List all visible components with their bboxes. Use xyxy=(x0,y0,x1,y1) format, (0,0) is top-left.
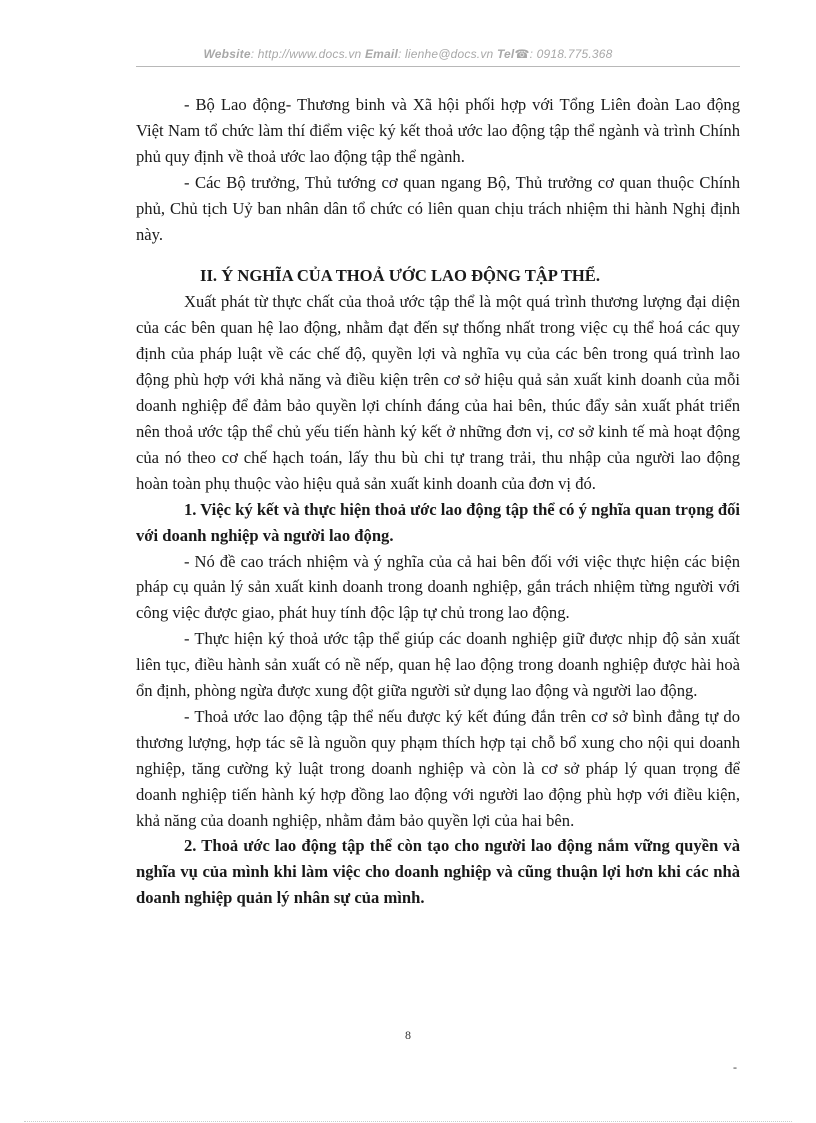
header-divider xyxy=(136,66,740,67)
page-header xyxy=(0,47,816,61)
corner-mark: - xyxy=(733,1060,737,1074)
tel-value: ☎: 0918.775.368 xyxy=(514,47,613,61)
subheading-1: 1. Việc ký kết và thực hiện thoả ước lao động tập thể có ý nghĩa quan trọng đối với doanh nghiệp và người lao động. xyxy=(136,499,741,545)
email-value: : lienhe@docs.vn xyxy=(397,47,494,61)
point-production-rhythm: - Thực hiện ký thoả ước tập thể giúp các doanh nghiệp giữ được nhịp độ sản xuất liên tục, điều hành sản xuất có nề nếp, quan hệ lao động trong doanh nghiệp được hài hoà ổn định, phòng ngừa được xung đột giữa người sử dụng lao động và người lao động. xyxy=(136,629,740,701)
point-responsibility: - Nó đề cao trách nhiệm và ý nghĩa của cả hai bên đối với việc thực hiện các biện pháp cụ quản lý sản xuất kinh doanh trong doanh nghiệp, gắn trách nhiệm từng người với công việc được giao, phát huy tính độc lập tự chủ trong lao động. xyxy=(136,551,740,623)
intro-paragraph: Xuất phát từ thực chất của thoả ước tập thể là một quá trình thương lượng đại diện của các bên quan hệ lao động, nhằm đạt đến sự thống nhất trong việc cụ thể hoá các quy định của pháp luật về các chế độ, quyền lợi và nghĩa vụ của các bên trong quá trình lao động phù hợp với khả năng và điều kiện trên cơ sở hiệu quả sản xuất kinh doanh của mỗi doanh nghiệp để đảm bảo quyền lợi chính đáng của hai bên, thúc đẩy sản xuất phát triển nên thoả ước tập thể chủ yếu tiến hành ký kết ở những đơn vị, cơ sở kinh tế mà hoạt động của nó theo cơ chế hạch toán, lấy thu bù chi tự trang trải, thu nhập của người lao động hoàn toàn phụ thuộc vào hiệu quả sản xuất kinh doanh của đơn vị đó. xyxy=(136,292,740,493)
document-body xyxy=(136,92,740,911)
tel-label: Tel xyxy=(496,47,515,61)
section-heading: II. Ý NGHĨA CỦA THOẢ ƯỚC LAO ĐỘNG TẬP THỂ. xyxy=(200,266,601,286)
paragraph-ministers: - Các Bộ trưởng, Thủ tướng cơ quan ngang Bộ, Thủ trưởng cơ quan thuộc Chính phủ, Chủ tịch Uỷ ban nhân dân tổ chức có liên quan chịu trách nhiệm thi hành Nghị định này. xyxy=(136,172,740,244)
bottom-divider xyxy=(24,1121,792,1122)
point-legal-basis: - Thoả ước lao động tập thể nếu được ký kết đúng đắn trên cơ sở bình đẳng tự do thương lượng, hợp tác sẽ là nguồn quy phạm thích hợp tại chỗ bổ xung cho nội qui doanh nghiệp, tăng cường kỷ luật trong doanh nghiệp và còn là cơ sở pháp lý quan trọng để doanh nghiệp tiến hành ký hợp đồng lao động với người lao động phù hợp với điều kiện, khả năng của doanh nghiệp, nhằm đảm bảo quyền lợi của hai bên. xyxy=(136,706,740,830)
website-label: Website xyxy=(203,47,251,61)
email-label: Email xyxy=(364,47,398,61)
page-number: 8 xyxy=(405,1028,411,1042)
website-value: : http://www.docs.vn xyxy=(250,47,362,61)
subheading-2: 2. Thoả ước lao động tập thể còn tạo cho người lao động nắm vững quyền và nghĩa vụ của mình khi làm việc cho doanh nghiệp và cũng thuận lợi hơn khi các nhà doanh nghiệp quản lý nhân sự của mình. xyxy=(136,836,740,908)
paragraph-ministry-labour: - Bộ Lao động- Thương binh và Xã hội phối hợp với Tổng Liên đoàn Lao động Việt Nam tổ chức làm thí điểm việc ký kết thoả ước lao động tập thể ngành và trình Chính phủ quy định về thoả ước lao động tập thể ngành. xyxy=(136,95,740,166)
